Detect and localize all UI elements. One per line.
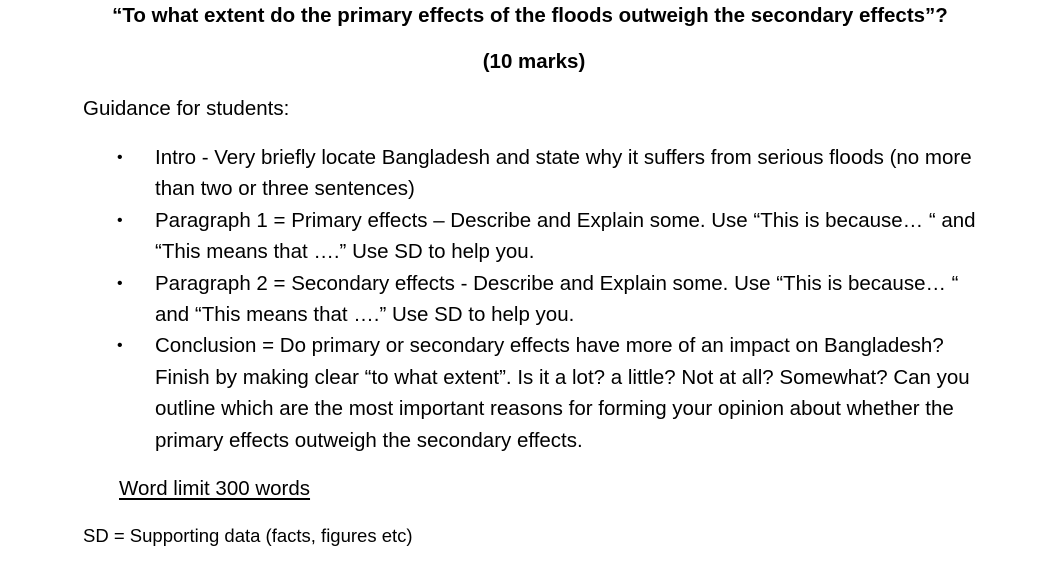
guidance-list [0, 142, 1060, 456]
bullet-paragraph-2-text: Paragraph 2 = Secondary effects - Describe and Explain some. Use “This is because… “ and “This means that ….” Use SD to help you. [155, 271, 959, 327]
list-item [0, 268, 985, 331]
marks-label: (10 marks) [482, 50, 586, 73]
bullet-icon: • [117, 211, 123, 229]
question-title: “To what extent do the primary effects of the floods outweigh the secondary effects”? [112, 4, 948, 27]
word-limit-note: Word limit 300 words [119, 477, 311, 500]
list-item [0, 330, 985, 456]
supporting-data-note: SD = Supporting data (facts, figures etc) [83, 525, 413, 546]
bullet-icon: • [117, 149, 123, 166]
list-item [0, 142, 985, 205]
guidance-heading: Guidance for students: [83, 97, 290, 120]
bullet-icon: • [117, 337, 123, 355]
bullet-icon: • [117, 274, 123, 292]
bullet-conclusion-text: Conclusion = Do primary or secondary effects have more of an impact on Bangladesh? Finish by making clear “to what extent”. Is it a lot? a little? Not at all? Somewhat? Can you outline which are the most important reasons for forming your opinion about whether the primary effects outweigh the secondary effects. [155, 334, 970, 452]
list-item [0, 205, 985, 268]
bullet-paragraph-1-text: Paragraph 1 = Primary effects – Describe and Explain some. Use “This is because… “ and “This means that ….” Use SD to help you. [155, 208, 976, 264]
bullet-intro-text: Intro - Very briefly locate Bangladesh and state why it suffers from serious floods (no more than two or three sentences) [155, 146, 972, 201]
